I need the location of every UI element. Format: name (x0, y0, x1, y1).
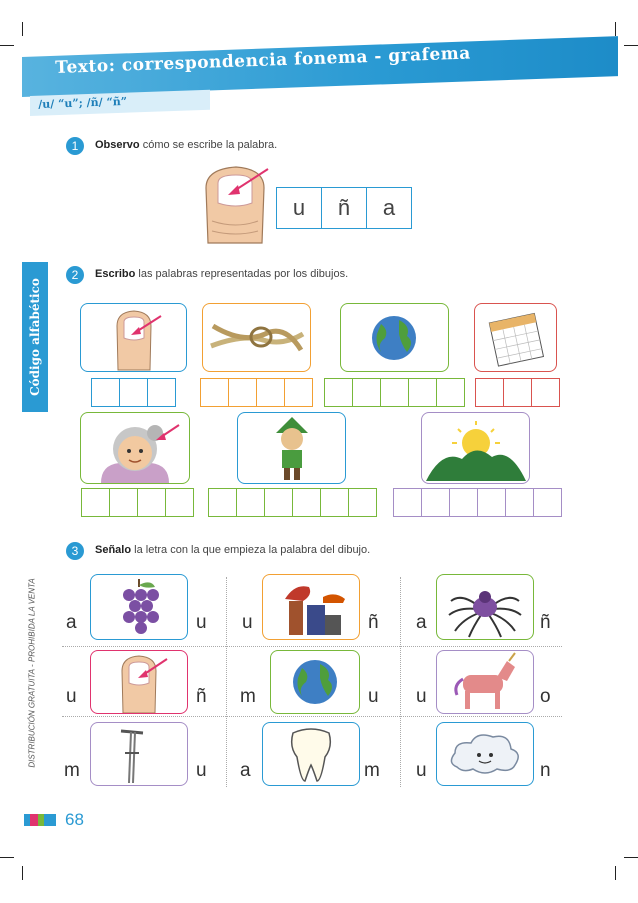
letter-cell[interactable] (256, 378, 284, 407)
picture-frame (80, 303, 187, 372)
vertical-note-wrap (24, 575, 40, 770)
activity-1-instruction (95, 139, 277, 151)
word-boxes (91, 378, 176, 407)
word-boxes (208, 488, 377, 517)
letter-option[interactable]: m (364, 760, 380, 781)
finger-nail-icon (91, 651, 187, 713)
activity-2-text: las palabras representadas por los dibujos. (135, 268, 349, 280)
letter-cell[interactable] (165, 488, 194, 517)
picture-frame (90, 722, 188, 786)
letter-cell[interactable] (533, 488, 562, 517)
picture-frame (90, 574, 188, 640)
letter-cell[interactable] (236, 488, 264, 517)
letter-cell[interactable] (320, 488, 348, 517)
row-divider (62, 716, 562, 717)
letter-option[interactable]: m (64, 760, 80, 781)
knot-icon (203, 304, 310, 371)
letter-option[interactable]: a (240, 760, 251, 781)
letter-option[interactable]: a (66, 612, 77, 633)
letter-cell[interactable] (503, 378, 531, 407)
globe-icon (341, 304, 448, 371)
letter-cell[interactable] (284, 378, 313, 407)
letter-cell[interactable] (380, 378, 408, 407)
letter-cell[interactable] (449, 488, 477, 517)
letter-option[interactable]: o (540, 686, 551, 707)
letter-option[interactable]: u (416, 760, 427, 781)
letter-cell[interactable] (436, 378, 465, 407)
grandmother-icon (81, 413, 189, 483)
cloud-icon (437, 723, 533, 785)
letter-cell[interactable] (81, 488, 109, 517)
page-number: 68 (65, 810, 84, 829)
grapes-icon (91, 575, 187, 639)
tooth-icon (263, 723, 359, 785)
crop-mark (22, 22, 23, 36)
word-boxes (475, 378, 560, 407)
firefighter-gear-icon (263, 575, 359, 639)
letter-option[interactable]: u (196, 760, 207, 781)
picture-frame (270, 650, 360, 714)
activity-3-text: la letra con la que empieza la palabra del dibujo. (131, 544, 371, 556)
footer-bar-blue (44, 814, 56, 826)
letter-cell[interactable] (264, 488, 292, 517)
letter-cell[interactable] (393, 488, 421, 517)
sunrise-icon (422, 413, 529, 483)
letter-cell: a (366, 187, 412, 229)
picture-frame (436, 722, 534, 786)
column-divider (400, 577, 401, 787)
finger-nail-icon (196, 163, 276, 248)
side-label: Código alfabético (28, 278, 42, 396)
activity-3-number: 3 (66, 542, 84, 560)
calendar-icon (475, 304, 556, 371)
letter-cell[interactable] (200, 378, 228, 407)
picture-frame (262, 574, 360, 640)
picture-frame (202, 303, 311, 372)
letter-option[interactable]: ñ (196, 686, 207, 707)
page-title: Texto: correspondencia fonema - grafema (55, 43, 472, 78)
letter-option[interactable]: m (240, 686, 256, 707)
letter-cell: u (276, 187, 321, 229)
letter-cell[interactable] (147, 378, 176, 407)
letter-cell[interactable] (475, 378, 503, 407)
goblin-icon (238, 413, 345, 483)
letter-cell[interactable] (505, 488, 533, 517)
letter-option[interactable]: ñ (368, 612, 379, 633)
activity-2-instruction (95, 268, 348, 280)
picture-frame (237, 412, 346, 484)
letter-cell[interactable] (348, 488, 377, 517)
spider-icon (437, 575, 533, 639)
letter-option[interactable]: u (242, 612, 253, 633)
picture-frame (262, 722, 360, 786)
activity-3-verb: Señalo (95, 544, 132, 556)
activity-1-verb: Observo (95, 139, 140, 151)
activity-1-text: cómo se escribe la palabra. (139, 139, 278, 151)
word-boxes (393, 488, 562, 517)
picture-frame (436, 650, 534, 714)
picture-frame (474, 303, 557, 372)
letter-cell[interactable] (408, 378, 436, 407)
crop-mark (0, 857, 14, 858)
crop-mark (624, 857, 638, 858)
letter-option[interactable]: n (540, 760, 551, 781)
letter-cell[interactable] (477, 488, 505, 517)
picture-frame (421, 412, 530, 484)
word-boxes-activity-1 (276, 187, 412, 229)
picture-frame (80, 412, 190, 484)
letter-cell[interactable] (208, 488, 236, 517)
activity-1-number: 1 (66, 137, 84, 155)
crutch-icon (91, 723, 187, 785)
globe-icon (271, 651, 359, 713)
side-label-wrap (22, 262, 48, 412)
picture-frame (90, 650, 188, 714)
crop-mark (615, 866, 616, 880)
activity-2-verb: Escribo (95, 268, 136, 280)
letter-cell[interactable] (352, 378, 380, 407)
finger-nail-icon (81, 304, 186, 371)
word-boxes (81, 488, 194, 517)
letter-cell[interactable] (137, 488, 165, 517)
letter-option[interactable]: u (196, 612, 207, 633)
activity-3-instruction (95, 544, 370, 556)
activity-2-number: 2 (66, 266, 84, 284)
letter-cell[interactable] (421, 488, 449, 517)
word-boxes (324, 378, 465, 407)
page-subtitle: /u/ “u”; /ñ/ “ñ” (38, 94, 128, 111)
picture-frame (436, 574, 534, 640)
crop-mark (624, 45, 638, 46)
crop-mark (0, 45, 14, 46)
column-divider (226, 577, 227, 787)
letter-cell[interactable] (531, 378, 560, 407)
letter-option[interactable]: a (416, 612, 427, 633)
word-boxes (200, 378, 313, 407)
letter-option[interactable]: ñ (540, 612, 551, 633)
row-divider (62, 646, 562, 647)
letter-option[interactable]: u (368, 686, 379, 707)
letter-option[interactable]: u (66, 686, 77, 707)
vertical-note: DISTRIBUCIÓN GRATUITA - PROHIBIDA LA VENTA (27, 577, 37, 768)
crop-mark (615, 22, 616, 36)
letter-cell[interactable] (324, 378, 352, 407)
letter-cell: ñ (321, 187, 366, 229)
letter-option[interactable]: u (416, 686, 427, 707)
picture-frame (340, 303, 449, 372)
crop-mark (22, 866, 23, 880)
letter-cell[interactable] (292, 488, 320, 517)
letter-cell[interactable] (228, 378, 256, 407)
unicorn-icon (437, 651, 533, 713)
letter-cell[interactable] (109, 488, 137, 517)
letter-cell[interactable] (91, 378, 119, 407)
letter-cell[interactable] (119, 378, 147, 407)
footer-bar-pink (30, 814, 38, 826)
